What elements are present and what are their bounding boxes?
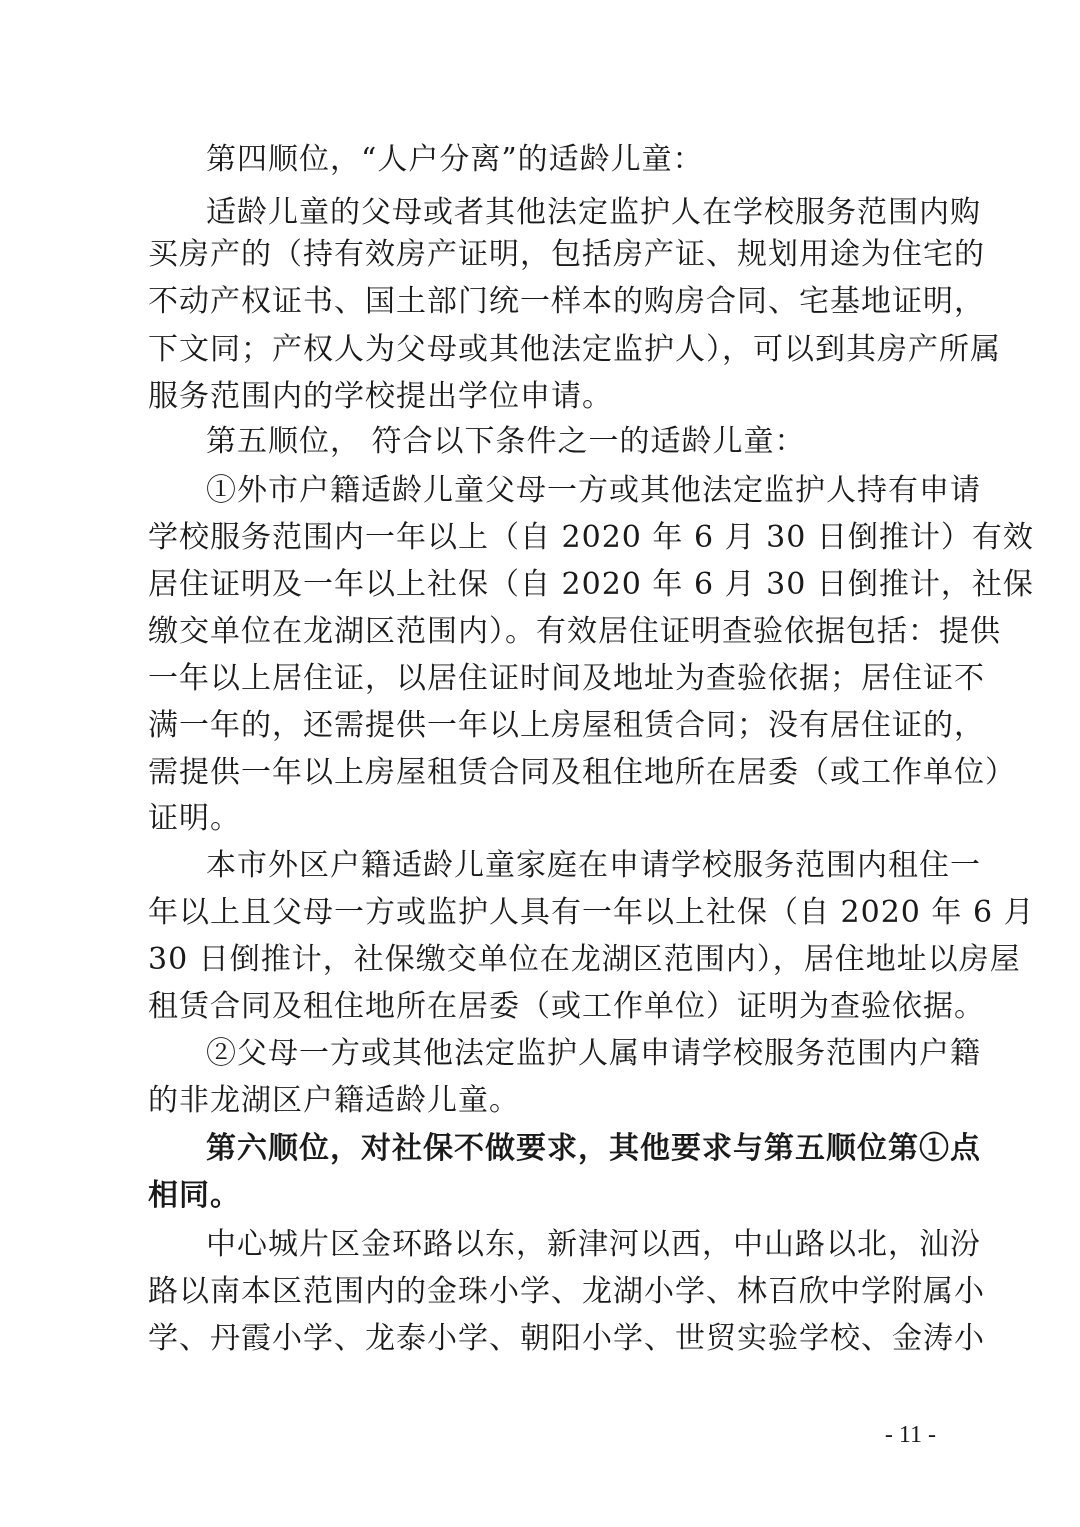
paragraph-line: 缴交单位在龙湖区范围内）。有效居住证明查验依据包括：提供	[148, 614, 1001, 649]
paragraph-line: 适龄儿童的父母或者其他法定监护人在学校服务范围内购	[206, 195, 981, 230]
paragraph-line: 年以上且父母一方或监护人具有一年以上社保（自 2020 年 6 月	[148, 895, 1035, 930]
paragraph-line: 不动产权证书、国土部门统一样本的购房合同、宅基地证明，	[148, 284, 985, 319]
paragraph-line: 中心城片区金环路以东，新津河以西，中山路以北，汕汾	[206, 1227, 981, 1262]
page-number: - 11 -	[884, 1422, 936, 1448]
paragraph-line: 居住证明及一年以上社保（自 2020 年 6 月 30 日倒推计，社保	[148, 567, 1034, 602]
paragraph-line: 的非龙湖区户籍适龄儿童。	[148, 1083, 520, 1118]
paragraph-line: 相同。	[148, 1178, 241, 1213]
paragraph-line: 一年以上居住证，以居住证时间及地址为查验依据；居住证不	[148, 661, 985, 696]
paragraph-line: 学校服务范围内一年以上（自 2020 年 6 月 30 日倒推计）有效	[148, 520, 1034, 555]
heading-fifth-priority: 第五顺位， 符合以下条件之一的适龄儿童：	[206, 424, 806, 459]
paragraph-line: 学、丹霞小学、龙泰小学、朝阳小学、世贸实验学校、金涛小	[148, 1321, 985, 1356]
heading-fourth-priority: 第四顺位，“人户分离”的适龄儿童：	[206, 142, 704, 177]
paragraph-line: 买房产的（持有效房产证明，包括房产证、规划用途为住宅的	[148, 237, 985, 272]
paragraph-line: ②父母一方或其他法定监护人属申请学校服务范围内户籍	[206, 1036, 981, 1071]
paragraph-line: 本市外区户籍适龄儿童家庭在申请学校服务范围内租住一	[206, 848, 981, 883]
paragraph-line: 服务范围内的学校提出学位申请。	[148, 379, 613, 414]
paragraph-line: 下文同；产权人为父母或其他法定监护人），可以到其房产所属	[148, 332, 1001, 367]
paragraph-line: 租赁合同及租住地所在居委（或工作单位）证明为查验依据。	[148, 989, 985, 1024]
paragraph-line: 满一年的，还需提供一年以上房屋租赁合同；没有居住证的，	[148, 708, 985, 743]
paragraph-line: 需提供一年以上房屋租赁合同及租住地所在居委（或工作单位）	[148, 755, 1016, 790]
paragraph-line: 30 日倒推计，社保缴交单位在龙湖区范围内），居住地址以房屋	[148, 942, 1021, 977]
paragraph-line: ①外市户籍适龄儿童父母一方或其他法定监护人持有申请	[206, 473, 981, 508]
paragraph-line: 证明。	[148, 801, 241, 836]
paragraph-line: 路以南本区范围内的金珠小学、龙湖小学、林百欣中学附属小	[148, 1274, 985, 1309]
heading-sixth-priority: 第六顺位，对社保不做要求，其他要求与第五顺位第①点	[206, 1131, 981, 1166]
